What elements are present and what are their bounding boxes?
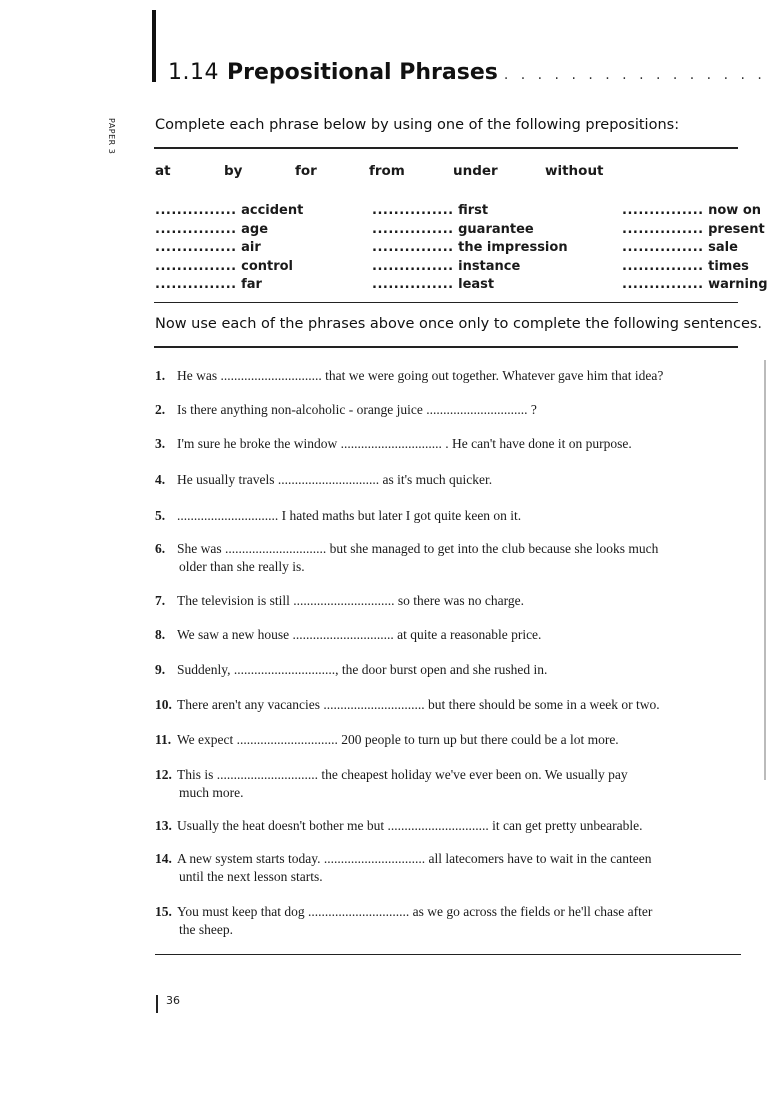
sentence-item: 13. Usually the heat doesn't bother me but .............................. it can get pretty unbearable. [155,818,643,833]
page-number: 36 [166,994,180,1007]
section-number: 1.14 [168,60,219,85]
sentence-item: 8. We saw a new house .............................. at quite a reasonable price. [155,627,542,642]
title-leader-dots: . . . . . . . . . . . . . . . . [503,67,766,83]
preposition-item: under [453,163,498,179]
rule-top [154,147,738,149]
sentence-item: 2. Is there anything non-alcoholic - orange juice .............................. ? [155,402,537,417]
phrase-item: ............... least [372,277,495,293]
preposition-item: for [295,163,317,179]
sentence-item: 7. The television is still .............................. so there was no charge. [155,593,524,608]
instruction-prepositions: Complete each phrase below by using one of the following prepositions: [155,117,680,133]
phrase-column-1 [155,202,303,295]
phrase-item: ............... instance [372,258,521,274]
rule-sentences [154,346,738,348]
phrase-item: ............... sale [622,240,738,256]
sentence-item: 1. He was .............................. that we were going out together. Whatever gave him that idea? [155,368,664,383]
sentence-item: 14. A new system starts today. .............................. all latecomers have to wait in the canteen until the next lesson starts. [155,851,652,884]
sentence-item: 6. She was .............................. but she managed to get into the club because she looks much older than she really is. [155,541,659,574]
phrase-item: ............... warning [622,277,768,293]
sentence-item: 4. He usually travels .............................. as it's much quicker. [155,472,493,487]
page-title [168,60,766,85]
sentence-item: 9. Suddenly, .............................., the door burst open and she rushed in. [155,662,548,677]
sentence-item: 5. .............................. I hated maths but later I got quite keen on it. [155,508,522,523]
rule-bottom [155,954,741,955]
phrase-item: ............... first [372,203,489,218]
title-bar [152,10,156,82]
section-title: Prepositional Phrases [226,60,498,85]
scan-edge-shadow [764,360,766,780]
phrase-item: ............... times [622,258,749,274]
preposition-item: from [369,163,405,179]
page-number-bar [156,995,158,1013]
phrase-item: ............... accident [155,203,304,218]
sentence-item: 12. This is .............................. the cheapest holiday we've ever been on. We usually pay much more. [155,767,628,800]
preposition-item: by [224,163,243,179]
rule-middle [154,302,738,303]
phrase-item: ............... control [155,258,294,274]
preposition-item: at [155,163,171,179]
phrase-column-2 [372,202,568,295]
sentence-item: 15. You must keep that dog .............................. as we go across the fields or he'll chase after the sheep. [155,904,653,937]
phrase-column-3 [622,202,768,295]
phrase-item: ............... far [155,277,262,293]
paper-side-label: PAPER 3 [107,118,116,155]
phrase-item: ............... present [622,221,765,237]
sentence-item: 10. There aren't any vacancies .............................. but there should be some in a week or two. [155,697,660,712]
phrase-item: ............... now on [622,203,762,218]
instruction-sentences: Now use each of the phrases above once only to complete the following sentences. [155,316,763,332]
phrase-item: ............... the impression [372,240,568,256]
sentence-item: 3. I'm sure he broke the window .............................. . He can't have done it on purpose. [155,436,632,451]
phrase-item: ............... air [155,240,261,256]
phrase-item: ............... guarantee [372,221,534,237]
phrase-item: ............... age [155,221,269,237]
preposition-item: without [545,163,604,179]
sentence-item: 11. We expect .............................. 200 people to turn up but there could be a lot more. [155,732,619,747]
